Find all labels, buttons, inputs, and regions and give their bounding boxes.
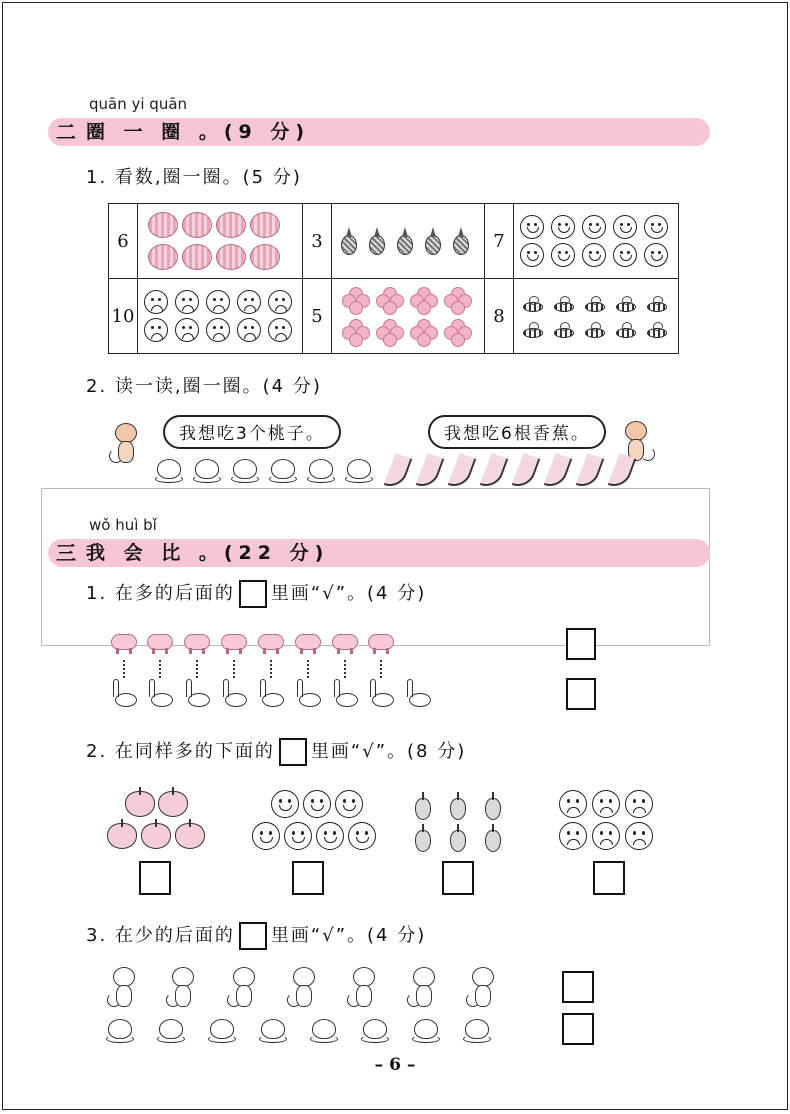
- sad-face-icon: [206, 290, 230, 314]
- answer-box-peaches[interactable]: [562, 1013, 594, 1045]
- question-3-1-text-before: 1. 在多的后面的: [86, 583, 235, 604]
- pig-icon: [109, 630, 139, 654]
- grid-number: 6: [109, 204, 138, 279]
- matching-dots: [196, 660, 200, 678]
- pear-icon: [448, 822, 468, 852]
- monkey-icon: [407, 967, 441, 1015]
- smiley-face-icon: [520, 215, 544, 239]
- goose-icon: [109, 679, 139, 713]
- flower-icon: [444, 319, 470, 345]
- sad-face-icon: [175, 318, 199, 342]
- smiley-face-icon: [613, 215, 637, 239]
- watermelon-icon: [216, 212, 246, 238]
- peach-icon[interactable]: [193, 459, 221, 485]
- smiley-face-icon: [551, 243, 575, 267]
- peach-icon: [208, 1019, 236, 1045]
- goose-icon: [145, 679, 175, 713]
- banana-icon[interactable]: [576, 453, 605, 491]
- peach-icon: [361, 1019, 389, 1045]
- answer-box-monkeys[interactable]: [562, 971, 594, 1003]
- smiley-face-icon: [582, 215, 606, 239]
- section2-pinyin: quān yi quān: [89, 95, 188, 113]
- goose-icon: [330, 679, 360, 713]
- watermelon-icon: [182, 244, 212, 270]
- matching-dots: [270, 660, 274, 678]
- pear-icon: [413, 790, 433, 820]
- flower-icon: [410, 287, 436, 313]
- grid-number: 7: [485, 204, 514, 279]
- banana-icon[interactable]: [384, 453, 413, 491]
- speech-bubble-right: 我想吃6根香蕉。: [428, 415, 606, 449]
- matching-dots: [344, 660, 348, 678]
- flower-icon: [444, 287, 470, 313]
- grid-cell-bees[interactable]: [514, 279, 679, 354]
- goose-icon: [182, 679, 212, 713]
- grid-cell-sad-faces[interactable]: [138, 279, 303, 354]
- section3-number: 三: [56, 541, 76, 565]
- pineapple-icon: [424, 227, 442, 255]
- grid-row: [109, 204, 679, 279]
- flower-group: [332, 281, 484, 351]
- peach-icon[interactable]: [345, 459, 373, 485]
- pineapple-icon: [396, 227, 414, 255]
- sad-face-group: [138, 286, 302, 346]
- smiley-face-icon: [303, 790, 331, 818]
- sad-face-icon: [559, 822, 587, 850]
- question-2-2-label: 2. 读一读,圈一圈。(4 分): [86, 376, 322, 397]
- watermelon-icon: [182, 212, 212, 238]
- question-3-2-text-before: 2. 在同样多的下面的: [86, 741, 275, 762]
- count-and-circle-grid: [108, 203, 679, 354]
- bee-group: [514, 288, 678, 344]
- answer-box-apples[interactable]: [139, 861, 171, 895]
- smiley-face-icon: [316, 822, 344, 850]
- peach-icon[interactable]: [231, 459, 259, 485]
- question-3-2-label: [86, 737, 466, 766]
- banana-icon[interactable]: [416, 453, 445, 491]
- bee-icon: [582, 322, 608, 340]
- question-3-3-text-after: 里画“√”。(4 分): [270, 925, 427, 946]
- answer-box-pears[interactable]: [442, 861, 474, 895]
- grid-cell-watermelons[interactable]: [138, 204, 303, 279]
- smiley-face-icon: [613, 243, 637, 267]
- section2-header-band: [48, 118, 710, 146]
- apple-icon: [125, 787, 155, 817]
- pear-icon: [483, 822, 503, 852]
- smiley-face-icon: [271, 790, 299, 818]
- monkey-icon: [466, 967, 500, 1015]
- bee-icon: [644, 322, 670, 340]
- question-2-1-label: 1. 看数,圈一圈。(5 分): [86, 167, 302, 188]
- grid-number: 10: [109, 279, 138, 354]
- peach-icon: [463, 1019, 491, 1045]
- grid-number: 3: [303, 204, 332, 279]
- pig-icon: [256, 630, 286, 654]
- watermelon-icon: [148, 212, 178, 238]
- goose-icon: [256, 679, 286, 713]
- sad-face-icon: [268, 318, 292, 342]
- banana-icon[interactable]: [608, 453, 637, 491]
- question-3-1-label: [86, 579, 426, 608]
- watermelon-icon: [148, 244, 178, 270]
- peach-icon[interactable]: [307, 459, 335, 485]
- bee-icon: [520, 322, 546, 340]
- goose-icon: [219, 679, 249, 713]
- smiley-face-icon: [582, 243, 606, 267]
- flower-icon: [342, 319, 368, 345]
- sad-face-icon: [175, 290, 199, 314]
- bee-icon: [613, 296, 639, 314]
- bee-icon: [520, 296, 546, 314]
- peach-icon: [310, 1019, 338, 1045]
- grid-row: [109, 279, 679, 354]
- bee-icon: [551, 322, 577, 340]
- matching-dots: [380, 660, 384, 678]
- apple-icon: [141, 819, 171, 849]
- sad-face-icon: [144, 318, 168, 342]
- pig-icon: [330, 630, 360, 654]
- flower-icon: [376, 319, 402, 345]
- pig-icon: [293, 630, 323, 654]
- bee-icon: [644, 296, 670, 314]
- sad-face-icon: [625, 822, 653, 850]
- pig-icon: [366, 630, 396, 654]
- grid-cell-smiley-faces[interactable]: [514, 204, 679, 279]
- grid-cell-pineapples[interactable]: [332, 204, 485, 279]
- banana-icon[interactable]: [480, 453, 509, 491]
- apple-icon: [158, 787, 188, 817]
- peach-icon[interactable]: [269, 459, 297, 485]
- answer-box-pigs[interactable]: [566, 628, 596, 660]
- peach-icon: [412, 1019, 440, 1045]
- section3-header-band: [48, 539, 710, 567]
- sad-face-icon: [592, 822, 620, 850]
- pineapple-group: [332, 207, 484, 275]
- sad-face-icon: [237, 318, 261, 342]
- monkey-icon: [166, 967, 200, 1015]
- monkey-icon: [287, 967, 321, 1015]
- goose-icon: [293, 679, 323, 713]
- bee-icon: [582, 296, 608, 314]
- inline-answer-box-icon: [279, 738, 307, 766]
- peach-icon[interactable]: [155, 459, 183, 485]
- bee-icon: [613, 322, 639, 340]
- sad-face-icon: [144, 290, 168, 314]
- matching-dots: [123, 660, 127, 678]
- speech-bubble-left: 我想吃3个桃子。: [163, 415, 341, 449]
- grid-number: 5: [303, 279, 332, 354]
- smiley-face-icon: [520, 243, 544, 267]
- sad-face-icon: [592, 790, 620, 818]
- answer-box-smiley-faces[interactable]: [292, 861, 324, 895]
- banana-icon[interactable]: [544, 453, 573, 491]
- monkey-left-icon: [109, 423, 143, 471]
- pig-icon: [219, 630, 249, 654]
- pineapple-icon: [340, 227, 358, 255]
- section2-title: 圈 一 圈 。(9 分): [86, 121, 311, 143]
- question-3-2-text-after: 里画“√”。(8 分): [310, 741, 467, 762]
- pig-icon: [145, 630, 175, 654]
- smiley-face-icon: [252, 822, 280, 850]
- pig-icon: [182, 630, 212, 654]
- grid-cell-flowers[interactable]: [332, 279, 485, 354]
- sad-face-icon: [625, 790, 653, 818]
- peach-icon: [259, 1019, 287, 1045]
- apple-icon: [175, 819, 205, 849]
- smiley-face-icon: [335, 790, 363, 818]
- inline-answer-box-icon: [239, 580, 267, 608]
- sad-face-icon: [206, 318, 230, 342]
- pineapple-icon: [452, 227, 470, 255]
- pear-icon: [448, 790, 468, 820]
- flower-icon: [342, 287, 368, 313]
- watermelon-group: [138, 206, 302, 276]
- smiley-face-icon: [284, 822, 312, 850]
- question-3-3-label: [86, 921, 426, 950]
- goose-icon: [366, 679, 396, 713]
- answer-box-sad-faces[interactable]: [593, 861, 625, 895]
- matching-dots: [159, 660, 163, 678]
- pear-icon: [483, 790, 503, 820]
- matching-dots: [307, 660, 311, 678]
- pear-icon: [413, 822, 433, 852]
- flower-icon: [410, 319, 436, 345]
- inline-answer-box-icon: [239, 922, 267, 950]
- apple-icon: [107, 819, 137, 849]
- smiley-face-icon: [644, 215, 668, 239]
- flower-icon: [376, 287, 402, 313]
- question-3-3-text-before: 3. 在少的后面的: [86, 925, 235, 946]
- peach-icon: [157, 1019, 185, 1045]
- monkey-icon: [227, 967, 261, 1015]
- watermelon-icon: [250, 212, 280, 238]
- bee-icon: [551, 296, 577, 314]
- smiley-face-icon: [348, 822, 376, 850]
- monkey-icon: [107, 967, 141, 1015]
- page-number: – 6 –: [374, 1055, 416, 1075]
- goose-icon: [403, 679, 433, 713]
- banana-icon[interactable]: [448, 453, 477, 491]
- question-3-1-text-after: 里画“√”。(4 分): [270, 583, 427, 604]
- sad-face-icon: [559, 790, 587, 818]
- matching-dots: [233, 660, 237, 678]
- grid-number: 8: [485, 279, 514, 354]
- sad-face-icon: [237, 290, 261, 314]
- section3-title: 我 会 比 。(22 分): [86, 542, 330, 564]
- faded-background-frame: [41, 488, 710, 646]
- worksheet-page: [2, 2, 788, 1110]
- smiley-face-icon: [551, 215, 575, 239]
- watermelon-icon: [250, 244, 280, 270]
- smiley-face-group: [514, 211, 678, 271]
- sad-face-icon: [268, 290, 292, 314]
- peach-icon: [106, 1019, 134, 1045]
- watermelon-icon: [216, 244, 246, 270]
- section3-pinyin: wǒ huì bǐ: [89, 516, 157, 534]
- answer-box-geese[interactable]: [566, 678, 596, 710]
- pineapple-icon: [368, 227, 386, 255]
- section2-number: 二: [56, 120, 76, 144]
- smiley-face-icon: [644, 243, 668, 267]
- monkey-icon: [347, 967, 381, 1015]
- banana-icon[interactable]: [512, 453, 541, 491]
